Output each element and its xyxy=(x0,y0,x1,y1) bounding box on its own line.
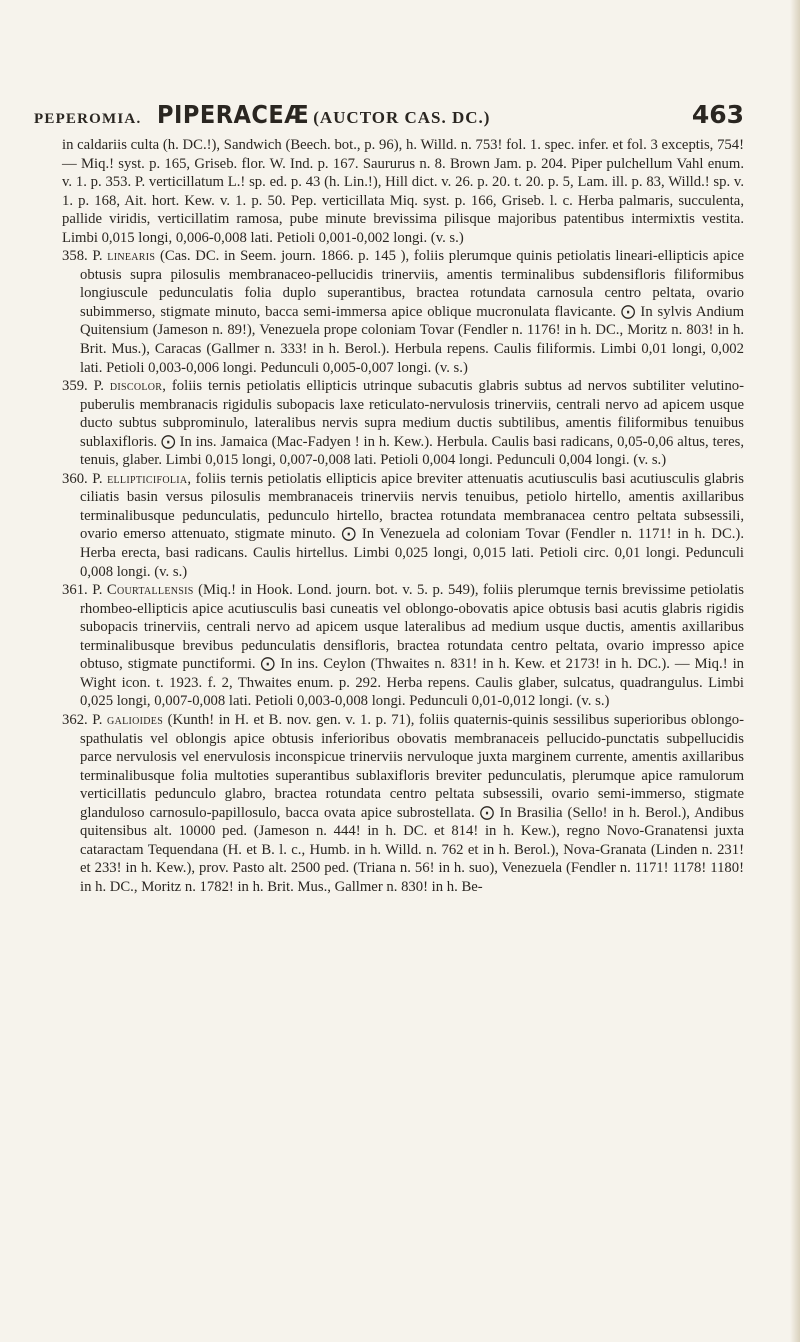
species-entry-360 xyxy=(62,470,744,581)
entry-text: , foliis ternis petiolatis ellipticis apice breviter attenuatis acutiusculis basi acutiusculis glabris ciliatis basin versus pilosulis membranaceis trinerviis nervis tenuibus, petiolo hirtello, amentis axillaribus terminalibusque pedunculatis, pedunculo hirtello, bractea rotundata membranacea centro peltata subsessili, ovario emerso attenuato, stigmate minuto. ⨀ In Venezuela ad coloniam Tovar (Fendler n. 1171! in h. DC.). Herba erecta, basi radicans. Caulis hirtellus. Limbi 0,025 longi, 0,015 lati. Petioli circ. 0,01 longi. Pedunculi 0,008 longi. (v. s.) xyxy=(80,470,745,580)
genus-abbr: P. xyxy=(93,378,104,395)
page-body xyxy=(62,136,744,896)
species-entry-358 xyxy=(62,247,744,377)
genus-abbr: P. xyxy=(92,582,103,599)
entry-number: 359. xyxy=(62,378,88,395)
running-head-family xyxy=(157,100,491,129)
species-entry-362 xyxy=(62,711,744,896)
entry-text: (Miq.! in Hook. Lond. journ. bot. v. 5. p. 549), foliis plerumque ternis brevissime petiolatis rhombeo-ellipticis apice acutiusculis basi cuneatis vel oblongo-obovatis apice obtusis basi acutis glabris rigidis subopacis trinerviis, centrali nervo ad apicem usque lateralibus ad medium usque ductis, amentis axillaribus terminalibusque brevibus pedunculatis densifloris, bractea rotundata centro peltata, ovario impresso apice obtuso, stigmate punctiformi. ⨀ In ins. Ceylon (Thwaites n. 831! in h. Kew. et 2173! in h. DC.). — Miq.! in Wight icon. t. 1923. f. 2, Thwaites enum. p. 292. Herba repens. Caulis glaber, sulcatus, quadrangulus. Limbi 0,025 longi, 0,007-0,008 lati. Petioli 0,003-0,008 longi. Pedunculi 0,01-0,012 longi. (v. s.) xyxy=(80,582,745,710)
running-head-genus: PEPEROMIA. xyxy=(34,111,142,127)
entry-number: 358. xyxy=(62,248,88,265)
continuation-paragraph: in caldariis culta (h. DC.!), Sandwich (Beech. bot., p. 96), h. Willd. n. 753! fol. 1. spec. infer. et fol. 3 exceptis, 754! — Miq.! syst. p. 165, Griseb. flor. W. Ind. p. 167. Saururus n. 8. Brown Jam. p. 204. Piper pulchellum Vahl enum. v. 1. p. 353. P. verticillatum L.! sp. ed. p. 43 (h. Lin.!), Hill dict. v. 26. p. 20. t. 20. p. 5, Lam. ill. p. 83, Willd.! sp. v. 1. p. 168, Ait. hort. Kew. v. 1. p. 50. Pep. verticillata Miq. syst. p. 166, Griseb. l. c. Herba palmaris, succulenta, pallide viridis, verticillatim ramosa, pube minute brevissima pilisque majoribus patentibus intermixtis vestita. Limbi 0,015 longi, 0,006-0,008 lati. Petioli 0,001-0,002 longi. (v. s.) xyxy=(62,137,744,246)
species-epithet: Courtallensis xyxy=(106,582,194,599)
species-entry-359 xyxy=(62,377,744,470)
genus-abbr: P. xyxy=(92,711,103,728)
page-edge-shadow xyxy=(790,0,800,1342)
genus-abbr: P. xyxy=(92,248,103,265)
page-number: 463 xyxy=(691,100,744,129)
species-epithet: galioides xyxy=(107,711,164,728)
book-page xyxy=(34,96,745,896)
running-header xyxy=(34,96,744,136)
entry-text: , foliis ternis petiolatis ellipticis utrinque subacutis glabris subtus ad nervos subtiliter velutino-puberulis membranacis rigidulis subopacis laxe reticulato-nervulosis trinerviis, centrali nervo ad apicem usque ducto subtus subprominulo, lateralibus nervis supra medium ductis subtilibus, amentis filiformibus tenuibus sublaxifloris. ⨀ In ins. Jamaica (Mac-Fadyen ! in h. Kew.). Herbula. Caulis basi radicans, 0,05-0,06 altus, teres, tenuis, glaber. Limbi 0,015 longi, 0,007-0,008 lati. Petioli 0,004 longi. Pedunculi 0,004 longi. (v. s.) xyxy=(80,378,745,469)
genus-abbr: P. xyxy=(92,470,103,487)
entry-number: 361. xyxy=(62,582,88,599)
species-epithet: discolor xyxy=(109,378,163,395)
auctor-note: (AUCTOR CAS. DC.) xyxy=(313,108,491,127)
species-epithet: ellipticifolia xyxy=(107,470,188,487)
family-name: PIPERACEÆ xyxy=(157,100,310,129)
entry-number: 362. xyxy=(62,711,88,728)
species-epithet: linearis xyxy=(107,248,156,265)
entry-text: (Cas. DC. in Seem. journ. 1866. p. 145 ), foliis plerumque quinis petiolatis lineari-ellipticis apice obtusis supra pilosulis membranaceo-pellucidis trinerviis, amentis terminalibus subdensifloris filiformibus longiuscule pedunculatis folia duplo superantibus, bractea rotundata carnosula centro peltata, ovario subimmerso, stigmate minuto, bacca semi-immersa apice oblique mucronulata flavicante. ⨀ In sylvis Andium Quitensium (Jameson n. 89!), Venezuela prope coloniam Tovar (Fendler n. 1176! in h. DC., Moritz n. 803! in h. Brit. Mus.), Caracas (Gallmer n. 333! in h. Berol.). Herbula repens. Caulis filiformis. Limbi 0,01 longi, 0,002 lati. Petioli 0,003-0,006 longi. Pedunculi 0,005-0,007 longi. (v. s.) xyxy=(80,248,745,376)
entry-number: 360. xyxy=(62,470,88,487)
entry-text: (Kunth! in H. et B. nov. gen. v. 1. p. 71), foliis quaternis-quinis sessilibus superioribus oblongo-spathulatis vel oblongis apice obtusis inferioribus obovatis membranaceis pellucido-punctatis subpellucidis parce nervulosis vel enervulosis inconspicue trinerviis nervuloque juxta marginem currente, amentis axillaribus terminalibusque folia multoties superantibus sublaxifloris breviter pedunculatis, plerumque apice ramulorum verticillatis pedunculo glabro, bractea rotundata centro peltata subsessili, ovario semi-immerso, stigmate glanduloso carnosulo-papillosulo, bacca ovata apice subrostellata. ⨀ In Brasilia (Sello! in h. Berol.), Andibus quitensibus alt. 10000 ped. (Jameson n. 444! in h. DC. et 814! in h. Kew.), regno Novo-Granatensi juxta cataractam Tequendana (H. et B. l. c., Humb. in h. Willd. n. 762 et in h. Berol.), Nova-Granata (Linden n. 231! et 233! in h. Kew.), prov. Pasto alt. 2500 ped. (Triana n. 56! in h. suo), Venezuela (Fendler n. 1171! 1178! 1180! in h. DC., Moritz n. 1782! in h. Brit. Mus., Gallmer n. 830! in h. Be- xyxy=(80,711,745,895)
species-entry-361 xyxy=(62,581,744,711)
